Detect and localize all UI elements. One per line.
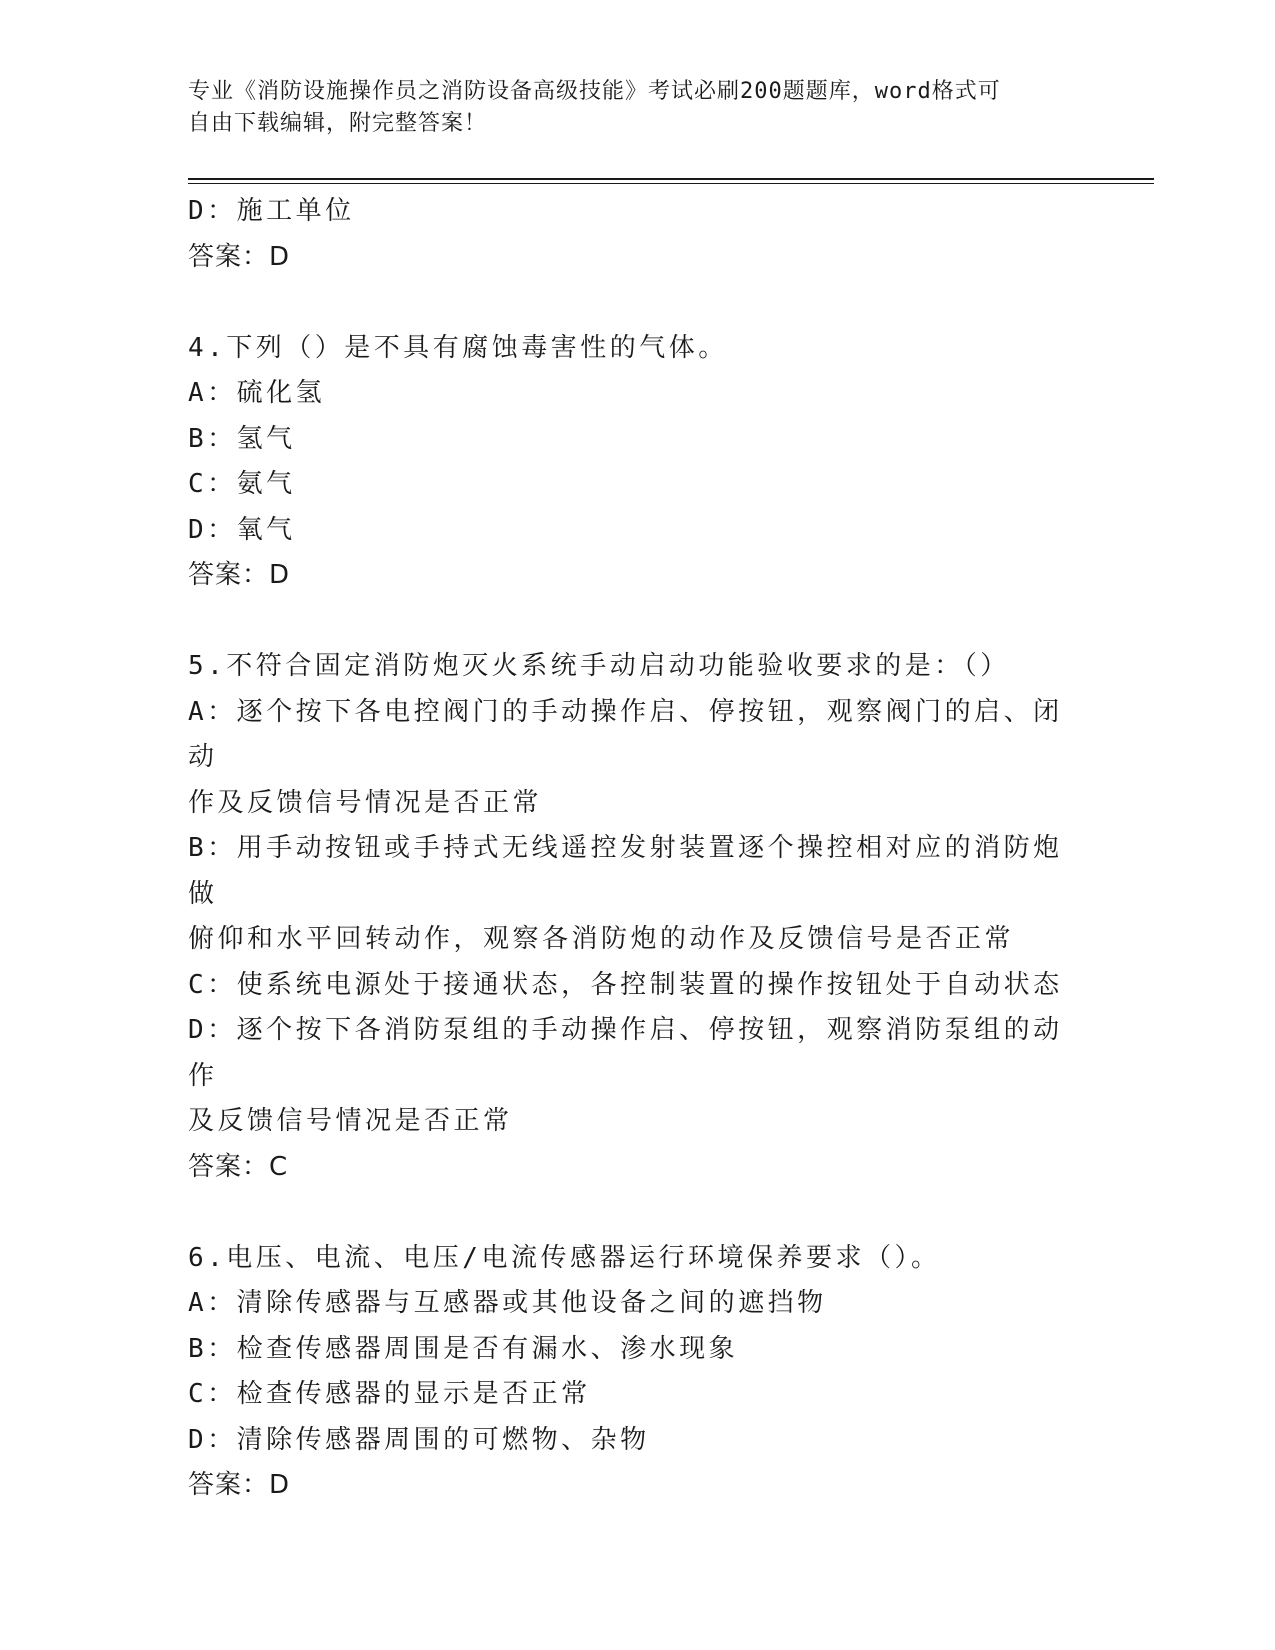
question-5-answer: 答案：C [188,1151,289,1182]
question-5-option-b-line-1: B：用手动按钮或手持式无线遥控发射装置逐个操控相对应的消防炮做 [188,833,1063,909]
question-5-option-d-line-1: D：逐个按下各消防泵组的手动操作启、停按钮，观察消防泵组的动作 [188,1015,1063,1091]
question-5-option-d-line-2: 及反馈信号情况是否正常 [188,1106,513,1136]
prev-option-d: D：施工单位 [188,196,355,226]
question-6-option-c: C：检查传感器的显示是否正常 [188,1379,591,1409]
spacer [188,1190,1088,1236]
question-4-option-c: C：氨气 [188,469,296,499]
header-line-1: 专业《消防设施操作员之消防设备高级技能》考试必刷200题题库，word格式可 [188,79,1001,104]
question-4-answer: 答案：D [188,560,291,590]
question-5-option-a-line-2: 作及反馈信号情况是否正常 [188,787,543,818]
question-6-answer: 答案：D [188,1470,291,1500]
prev-answer: 答案：D [188,241,291,272]
prev-question-block [188,189,1088,280]
question-4-option-b: B：氢气 [188,423,296,454]
header-rule-thick [188,178,1154,180]
question-6-option-a: A：清除传感器与互感器或其他设备之间的遮挡物 [188,1288,827,1318]
question-6-text: 6.电压、电流、电压/电流传感器运行环境保养要求（）。 [188,1242,941,1273]
question-5-option-a-line-1: A：逐个按下各电控阀门的手动操作启、停按钮，观察阀门的启、闭动 [188,696,1063,772]
spacer [188,599,1088,645]
question-5-text: 5.不符合固定消防炮灭火系统手动启动功能验收要求的是：（） [188,651,1010,681]
header-line-2: 自由下载编辑，附完整答案！ [188,111,488,136]
document-header [188,76,1088,140]
question-4-option-d: D：氧气 [188,514,296,545]
question-6-option-b: B：检查传感器周围是否有漏水、渗水现象 [188,1333,739,1364]
question-6-option-d: D：清除传感器周围的可燃物、杂物 [188,1424,650,1455]
question-4 [188,326,1088,599]
question-5 [188,644,1088,1190]
question-4-option-a: A：硫化氢 [188,378,326,408]
question-list [188,189,1088,1509]
question-6 [188,1236,1088,1509]
question-5-option-b-line-2: 俯仰和水平回转动作，观察各消防炮的动作及反馈信号是否正常 [188,924,1015,954]
question-5-option-c: C：使系统电源处于接通状态，各控制装置的操作按钮处于自动状态 [188,969,1063,1000]
header-rule-thin [188,183,1154,184]
question-4-text: 4.下列（）是不具有腐蚀毒害性的气体。 [188,332,728,363]
spacer [188,280,1088,326]
